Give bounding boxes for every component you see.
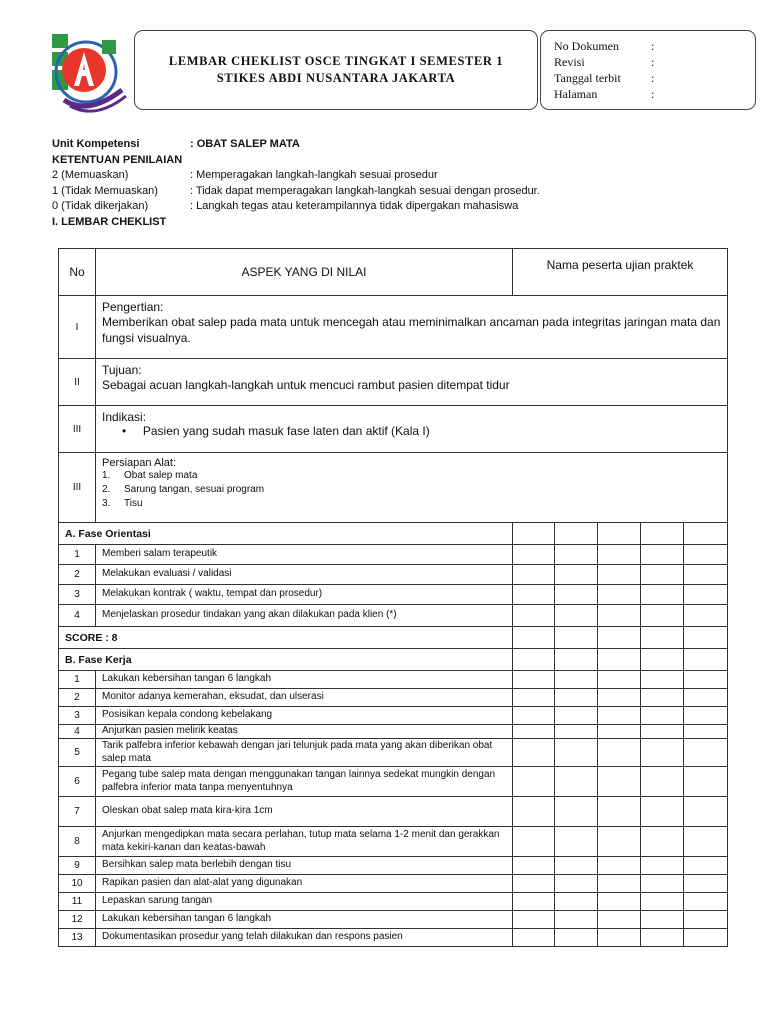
table-row: [59, 565, 728, 585]
fase-kerja-title: B. Fase Kerja: [59, 649, 513, 671]
doc-info-value: :: [651, 87, 655, 101]
list-item: [102, 483, 721, 497]
score-cell[interactable]: [513, 605, 555, 627]
score-cell[interactable]: [641, 627, 684, 649]
score-cell[interactable]: [555, 911, 598, 929]
score-cell[interactable]: [513, 857, 555, 875]
score-cell[interactable]: [684, 689, 728, 707]
score-cell[interactable]: [684, 671, 728, 689]
checklist-item-text: Menjelaskan prosedur tindakan yang akan dilakukan pada klien (*): [96, 605, 513, 627]
header-aspek: ASPEK YANG DI NILAI: [96, 249, 513, 296]
score-cell[interactable]: [598, 875, 641, 893]
score-cell[interactable]: [641, 707, 684, 725]
row-number: III: [59, 453, 96, 523]
score-cell[interactable]: [598, 767, 641, 797]
checklist-item-text: Lakukan kebersihan tangan 6 langkah: [96, 911, 513, 929]
row-number: 1: [59, 545, 96, 565]
pengertian-colon: :: [160, 300, 164, 314]
table-header-row: [59, 249, 728, 296]
criteria-value: : Memperagakan langkah-langkah sesuai prosedur: [190, 169, 438, 181]
score-cell[interactable]: [684, 857, 728, 875]
score-cell[interactable]: [555, 857, 598, 875]
score-cell[interactable]: [598, 689, 641, 707]
row-number: 2: [59, 565, 96, 585]
score-cell[interactable]: [598, 857, 641, 875]
score-cell[interactable]: [641, 585, 684, 605]
score-cell[interactable]: [598, 797, 641, 827]
score-summary-row: [59, 627, 728, 649]
criteria-value: : Tidak dapat memperagakan langkah-langkah sesuai dengan prosedur.: [190, 184, 540, 197]
score-cell[interactable]: [513, 739, 555, 767]
score-cell[interactable]: [598, 707, 641, 725]
score-summary: SCORE : 8: [59, 627, 513, 649]
score-cell[interactable]: [641, 565, 684, 585]
tujuan-body: Sebagai acuan langkah-langkah untuk mencuci rambut pasien ditempat tidur: [102, 378, 510, 392]
ketentuan-heading: KETENTUAN PENILAIAN: [52, 153, 183, 166]
score-cell[interactable]: [513, 875, 555, 893]
header-nama-peserta: Nama peserta ujian praktek: [513, 249, 728, 296]
list-item-number: 2.: [102, 484, 111, 495]
score-cell[interactable]: [555, 585, 598, 605]
doc-info-value: :: [651, 39, 655, 53]
score-cell[interactable]: [641, 671, 684, 689]
list-item: [102, 469, 721, 483]
checklist-item-text: Monitor adanya kemerahan, eksudat, dan ulserasi: [96, 689, 513, 707]
score-cell[interactable]: [513, 929, 555, 947]
checklist-item-text: Lakukan kebersihan tangan 6 langkah: [96, 671, 513, 689]
score-cell[interactable]: [641, 911, 684, 929]
checklist-item-text: Posisikan kepala condong kebelakang: [96, 707, 513, 725]
checklist-item-text: Melakukan evaluasi / validasi: [96, 565, 513, 585]
criteria-label: 1 (Tidak Memuaskan): [52, 184, 158, 197]
indikasi-title: Indikasi:: [102, 410, 147, 424]
score-cell[interactable]: [684, 545, 728, 565]
persiapan-cell: [96, 453, 728, 523]
score-cell[interactable]: [513, 585, 555, 605]
score-cell[interactable]: [684, 585, 728, 605]
fase-orientasi-header-row: [59, 523, 728, 545]
doc-info-row: [554, 38, 755, 54]
doc-info-label: Revisi: [554, 55, 585, 69]
score-cell[interactable]: [684, 911, 728, 929]
score-cell[interactable]: [684, 929, 728, 947]
score-cell[interactable]: [555, 627, 598, 649]
score-cell[interactable]: [513, 797, 555, 827]
criteria-value: : Langkah tegas atau keterampilannya tidak dipergakan mahasiswa: [190, 200, 519, 212]
row-number: 1: [59, 671, 96, 689]
table-row: [59, 739, 728, 767]
persiapan-row: [59, 453, 728, 523]
row-number: 9: [59, 857, 96, 875]
score-cell[interactable]: [641, 649, 684, 671]
checklist-item-text: Bersihkan salep mata berlebih dengan tisu: [96, 857, 513, 875]
score-cell[interactable]: [555, 767, 598, 797]
indikasi-cell: [96, 406, 728, 453]
score-cell[interactable]: [513, 767, 555, 797]
table-row: [59, 725, 728, 739]
checklist-item-text: Memberi salam terapeutik: [96, 545, 513, 565]
fase-orientasi-title: A. Fase Orientasi: [59, 523, 513, 545]
score-cell[interactable]: [513, 649, 555, 671]
document-title-line1: LEMBAR CHEKLIST OSCE TINGKAT I SEMESTER 1: [168, 54, 504, 68]
score-cell[interactable]: [598, 929, 641, 947]
header-no: No: [59, 249, 96, 296]
score-cell[interactable]: [513, 523, 555, 545]
list-item: [102, 497, 721, 511]
row-number: II: [59, 359, 96, 406]
score-cell[interactable]: [684, 725, 728, 739]
checklist-item-text: Melakukan kontrak ( waktu, tempat dan prosedur): [96, 585, 513, 605]
pengertian-row: [59, 296, 728, 359]
score-cell[interactable]: [513, 671, 555, 689]
criteria-row: [52, 168, 742, 184]
checklist-item-text: Oleskan obat salep mata kira-kira 1cm: [96, 797, 513, 827]
doc-info-label: Halaman: [554, 87, 598, 101]
score-cell[interactable]: [641, 929, 684, 947]
criteria-row: [52, 184, 742, 200]
row-number: III: [59, 406, 96, 453]
doc-info-value: :: [651, 55, 655, 69]
score-cell[interactable]: [684, 893, 728, 911]
doc-info-row: [554, 70, 755, 86]
fase-kerja-title-row: [59, 649, 728, 671]
criteria-label: 2 (Memuaskan): [52, 169, 129, 181]
row-number: 4: [59, 725, 96, 739]
table-row: [59, 797, 728, 827]
row-number: 7: [59, 797, 96, 827]
score-cell[interactable]: [641, 725, 684, 739]
row-number: 2: [59, 689, 96, 707]
score-cell[interactable]: [598, 565, 641, 585]
score-cell[interactable]: [684, 767, 728, 797]
row-number: 5: [59, 739, 96, 767]
list-item-number: 3.: [102, 498, 111, 509]
score-cell[interactable]: [641, 875, 684, 893]
table-row: [59, 689, 728, 707]
score-cell[interactable]: [598, 739, 641, 767]
doc-info-label: No Dokumen: [554, 39, 619, 53]
score-cell[interactable]: [641, 797, 684, 827]
tujuan-title: Tujuan:: [102, 363, 142, 377]
score-cell[interactable]: [641, 523, 684, 545]
checklist-item-text: Anjurkan mengedipkan mata secara perlahan, tutup mata selama 1-2 menit dan gerakkan mata kekiri-kanan dan keatas-bawah: [96, 827, 513, 857]
list-item-text: Tisu: [124, 498, 143, 509]
score-cell[interactable]: [555, 565, 598, 585]
unit-kompetensi-label: Unit Kompetensi: [52, 138, 140, 150]
score-cell[interactable]: [513, 627, 555, 649]
row-number: I: [59, 296, 96, 359]
table-row: [59, 707, 728, 725]
score-cell[interactable]: [684, 627, 728, 649]
score-cell[interactable]: [555, 671, 598, 689]
indikasi-bullet: [102, 424, 721, 438]
pengertian-body: Memberikan obat salep pada mata untuk mencegah atau meminimalkan ancaman pada integritas jaringan mata dan fungsi visualnya.: [102, 315, 721, 345]
score-cell[interactable]: [555, 605, 598, 627]
persiapan-title: Persiapan Alat:: [102, 457, 176, 469]
table-row: [59, 893, 728, 911]
row-number: 13: [59, 929, 96, 947]
table-row: [59, 545, 728, 565]
score-cell[interactable]: [513, 707, 555, 725]
row-number: 8: [59, 827, 96, 857]
score-cell[interactable]: [684, 875, 728, 893]
row-number: 11: [59, 893, 96, 911]
table-row: [59, 929, 728, 947]
assessment-info: [52, 137, 742, 230]
score-cell[interactable]: [598, 585, 641, 605]
score-cell[interactable]: [555, 827, 598, 857]
table-row: [59, 585, 728, 605]
bullet-icon: •: [122, 424, 143, 438]
list-item-text: Sarung tangan, sesuai program: [124, 484, 265, 495]
row-number: 12: [59, 911, 96, 929]
table-row: [59, 911, 728, 929]
pengertian-cell: [96, 296, 728, 359]
unit-kompetensi-value: : OBAT SALEP MATA: [190, 138, 300, 150]
score-cell[interactable]: [684, 649, 728, 671]
table-row: [59, 827, 728, 857]
score-cell[interactable]: [598, 911, 641, 929]
list-item-text: Obat salep mata: [124, 470, 198, 481]
checklist-item-text: Tarik palfebra inferior kebawah dengan jari telunjuk pada mata yang akan diberikan obat salep mata: [96, 739, 513, 767]
criteria-row: [52, 199, 742, 215]
score-cell[interactable]: [684, 797, 728, 827]
doc-info-row: [554, 54, 755, 70]
unit-kompetensi-row: [52, 137, 742, 153]
score-cell[interactable]: [684, 827, 728, 857]
row-number: 3: [59, 585, 96, 605]
institution-logo: [44, 30, 130, 116]
score-cell[interactable]: [598, 523, 641, 545]
score-cell[interactable]: [555, 725, 598, 739]
score-cell[interactable]: [513, 827, 555, 857]
score-cell[interactable]: [513, 893, 555, 911]
alat-list: [102, 469, 721, 511]
table-row: [59, 857, 728, 875]
score-cell[interactable]: [684, 739, 728, 767]
row-number: 10: [59, 875, 96, 893]
score-cell[interactable]: [641, 605, 684, 627]
score-cell[interactable]: [513, 689, 555, 707]
score-cell[interactable]: [598, 725, 641, 739]
score-cell[interactable]: [684, 565, 728, 585]
row-number: 3: [59, 707, 96, 725]
score-cell[interactable]: [555, 797, 598, 827]
table-row: [59, 875, 728, 893]
checklist-item-text: Dokumentasikan prosedur yang telah dilakukan dan respons pasien: [96, 929, 513, 947]
table-row: [59, 671, 728, 689]
score-cell[interactable]: [555, 707, 598, 725]
score-cell[interactable]: [641, 545, 684, 565]
tujuan-row: [59, 359, 728, 406]
checklist-item-text: Anjurkan pasien melirik keatas: [96, 725, 513, 739]
score-cell[interactable]: [684, 523, 728, 545]
doc-info-row: [554, 86, 755, 102]
indikasi-bullet-text: Pasien yang sudah masuk fase laten dan aktif (Kala I): [142, 424, 430, 438]
score-cell[interactable]: [641, 767, 684, 797]
score-cell[interactable]: [684, 707, 728, 725]
score-cell[interactable]: [513, 545, 555, 565]
score-cell[interactable]: [641, 739, 684, 767]
checklist-item-text: Pegang tube salep mata dengan menggunakan tangan lainnya sedekat mungkin dengan palfebra inferior mata tanpa menyentuhnya: [96, 767, 513, 797]
document-title-line2: STIKES ABDI NUSANTARA JAKARTA: [216, 71, 456, 85]
score-cell[interactable]: [555, 545, 598, 565]
score-cell[interactable]: [555, 649, 598, 671]
checklist-section-heading: I. LEMBAR CHEKLIST: [52, 215, 167, 228]
score-cell[interactable]: [555, 739, 598, 767]
score-cell[interactable]: [598, 827, 641, 857]
criteria-label: 0 (Tidak dikerjakan): [52, 200, 149, 212]
document-title-box: [134, 30, 538, 110]
score-cell[interactable]: [555, 893, 598, 911]
checklist-table: [58, 248, 728, 947]
score-cell[interactable]: [513, 565, 555, 585]
score-cell[interactable]: [555, 689, 598, 707]
score-cell[interactable]: [598, 671, 641, 689]
score-cell[interactable]: [598, 545, 641, 565]
doc-info-label: Tanggal terbit: [554, 71, 621, 85]
checklist-item-text: Lepaskan sarung tangan: [96, 893, 513, 911]
checklist-item-text: Rapikan pasien dan alat-alat yang digunakan: [96, 875, 513, 893]
table-row: [59, 767, 728, 797]
score-cell[interactable]: [684, 605, 728, 627]
score-cell[interactable]: [598, 627, 641, 649]
row-number: 4: [59, 605, 96, 627]
indikasi-row: [59, 406, 728, 453]
pengertian-title: Pengertian: [102, 300, 161, 314]
score-cell[interactable]: [641, 893, 684, 911]
score-cell[interactable]: [555, 523, 598, 545]
score-cell[interactable]: [513, 725, 555, 739]
score-cell[interactable]: [555, 875, 598, 893]
score-cell[interactable]: [555, 929, 598, 947]
score-cell[interactable]: [641, 857, 684, 875]
document-info-box: [540, 30, 756, 110]
row-number: 6: [59, 767, 96, 797]
score-cell[interactable]: [598, 893, 641, 911]
score-cell[interactable]: [598, 605, 641, 627]
score-cell[interactable]: [641, 689, 684, 707]
doc-info-value: :: [651, 71, 655, 85]
list-item-number: 1.: [102, 470, 111, 481]
score-cell[interactable]: [641, 827, 684, 857]
score-cell[interactable]: [513, 911, 555, 929]
tujuan-cell: [96, 359, 728, 406]
score-cell[interactable]: [598, 649, 641, 671]
table-row: [59, 605, 728, 627]
